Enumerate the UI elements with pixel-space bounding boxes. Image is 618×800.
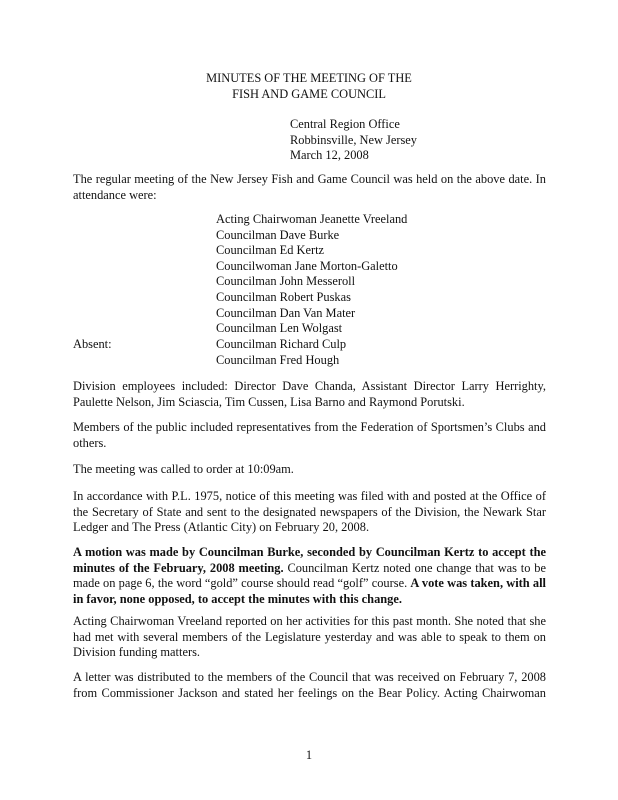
public-line-2: others. (73, 435, 107, 450)
division-paragraph (73, 379, 546, 410)
office-name: Central Region Office (290, 117, 400, 131)
attendee-item: Councilman Len Wolgast (216, 321, 343, 336)
motion-line-3 (73, 576, 546, 592)
motion-normal-text: made on page 6, the word “gold” course should read “golf” course. (73, 576, 411, 591)
chair-report-line-3: Division funding matters. (73, 645, 200, 660)
notice-paragraph (73, 489, 546, 536)
attendee-item: Councilman Robert Puskas (216, 289, 351, 304)
meeting-date: March 12, 2008 (290, 148, 369, 163)
motion-bold-text: minutes of the February, 2008 meeting. (73, 560, 284, 575)
public-line-1: Members of the public included representatives from the Federation of Sportsmen’s Clubs and (73, 420, 546, 434)
attendee-list (216, 212, 407, 337)
absent-label: Absent: (73, 337, 112, 351)
office-city: Robbinsville, New Jersey (290, 132, 417, 147)
motion-bold-text: A motion was made by Councilman Burke, seconded by Councilman Kertz to accept the (73, 545, 546, 559)
motion-line-1 (73, 545, 546, 561)
absent-item: Councilman Fred Hough (216, 352, 340, 367)
page-number: 1 (305, 748, 313, 762)
attendee-item: Councilman Ed Kertz (216, 243, 325, 258)
call-to-order: The meeting was called to order at 10:09am. (73, 462, 294, 476)
motion-paragraph (73, 545, 546, 607)
attendee-item: Acting Chairwoman Jeanette Vreeland (216, 212, 408, 226)
chair-report-paragraph (73, 614, 546, 661)
absent-list (216, 337, 346, 368)
absent-item: Councilman Richard Culp (216, 337, 347, 351)
intro-line-2: attendance were: (73, 187, 157, 202)
intro-line-1: The regular meeting of the New Jersey Fish and Game Council was held on the above date. In (73, 172, 546, 186)
attendee-item: Councilman Dave Burke (216, 227, 340, 242)
title-line-1: MINUTES OF THE MEETING OF THE (206, 71, 412, 85)
letter-line-2: from Commissioner Jackson and stated her feelings on the Bear Policy. Acting Chairwoman (73, 685, 546, 700)
attendee-item: Councilwoman Jane Morton-Galetto (216, 258, 398, 273)
notice-line-1: In accordance with P.L. 1975, notice of this meeting was filed with and posted at the Office of (73, 489, 546, 503)
attendee-item: Councilman Dan Van Mater (216, 305, 356, 320)
notice-line-3: Ledger and The Press (Atlantic City) on February 20, 2008. (73, 520, 370, 535)
motion-bold-text: A vote was taken, with all (410, 576, 546, 591)
motion-line-2 (73, 561, 546, 577)
motion-normal-text: Councilman Kertz noted one change that was to be (283, 560, 546, 575)
motion-bold-text: in favor, none opposed, to accept the minutes with this change. (73, 591, 402, 606)
location-block (290, 117, 417, 164)
attendee-item: Councilman John Messeroll (216, 274, 356, 289)
notice-line-2: the Secretary of State and sent to the designated newspapers of the Division, the Newark Star (73, 504, 546, 519)
public-paragraph (73, 420, 546, 451)
title-line-2: FISH AND GAME COUNCIL (232, 87, 386, 101)
motion-line-4 (73, 592, 546, 608)
chair-report-line-1: Acting Chairwoman Vreeland reported on her activities for this past month. She noted that she (73, 614, 546, 628)
intro-paragraph (73, 172, 546, 203)
chair-report-line-2: had met with several members of the Legislature yesterday and was able to speak to them on (73, 629, 546, 644)
letter-paragraph (73, 670, 546, 701)
letter-line-1: A letter was distributed to the members of the Council that was received on February 7, 2008 (73, 670, 546, 684)
division-line-2: Paulette Nelson, Jim Sciascia, Tim Cussen, Lisa Barno and Raymond Porutski. (73, 394, 465, 409)
division-line-1: Division employees included: Director Dave Chanda, Assistant Director Larry Herrighty, (73, 379, 546, 393)
